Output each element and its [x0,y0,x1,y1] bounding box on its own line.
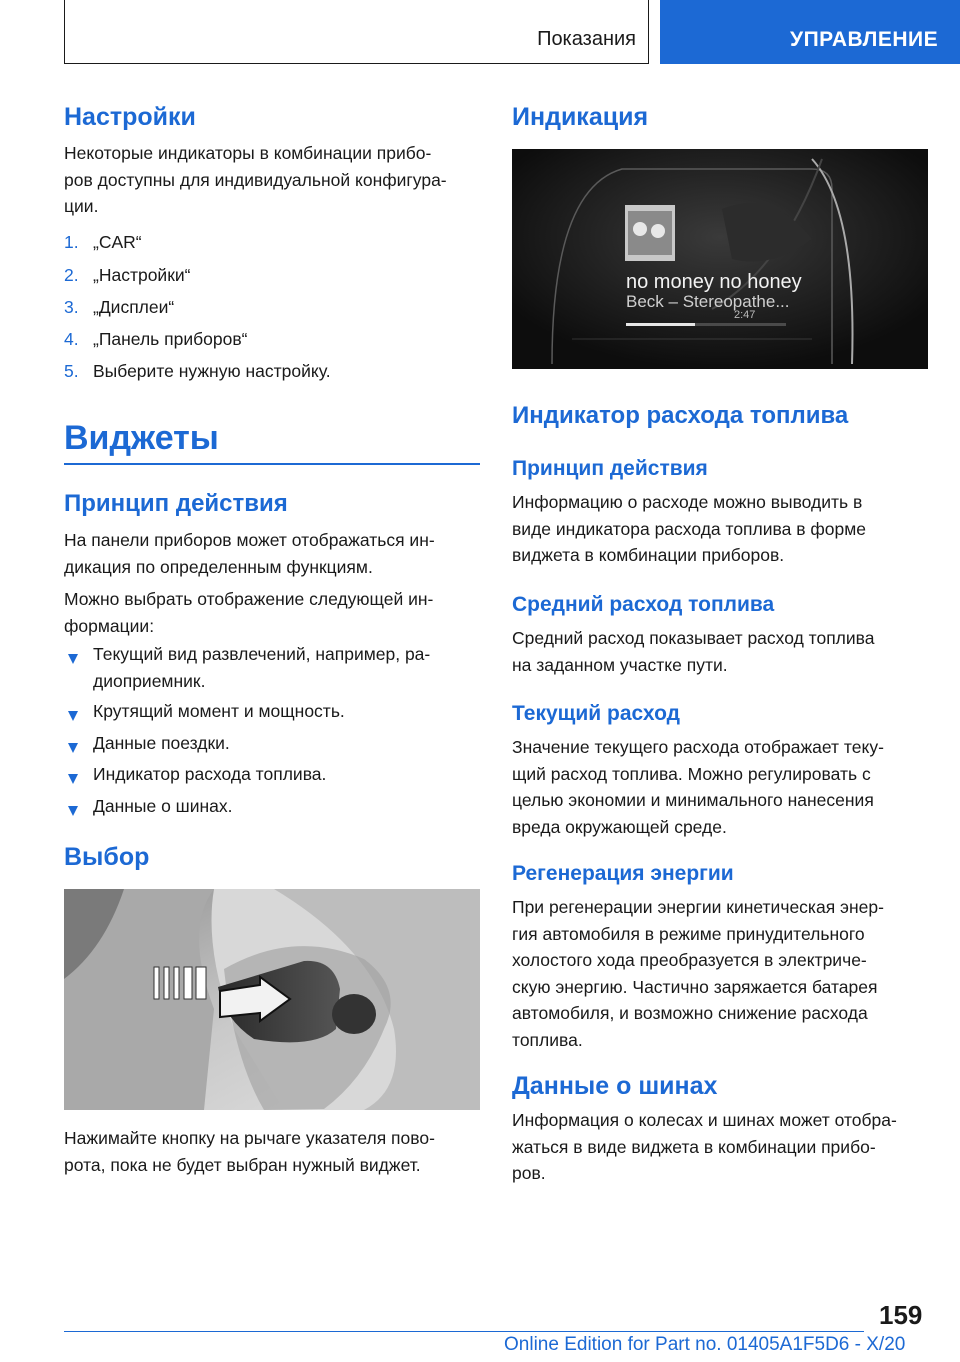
bullet-item: Данные поездки. [93,733,230,753]
fuel-principle-heading: Принцип действия [512,457,708,480]
footer-divider [64,1331,864,1332]
line: При регенерации энергии кинетическая энер- [512,897,884,917]
bullet-item: Крутящий момент и мощность. [93,701,345,721]
playback-progress-bar [626,323,786,326]
line: топлива. [512,1029,583,1050]
settings-heading: Настройки [64,103,196,131]
line: На панели приборов может отображаться ин- [64,530,435,550]
principle-heading: Принцип действия [64,490,288,517]
line: формации: [64,615,155,636]
line: виде индикатора расхода топлива в форме [512,518,866,539]
current-consumption-heading: Текущий расход [512,702,680,725]
line: ров доступны для индивидуальной конфигура- [64,169,447,190]
current-consumption-paragraph [512,734,928,840]
select-heading: Выбор [64,843,150,871]
line: Текущий вид развлечений, например, ра- [93,644,431,664]
cluster-display-photo [512,149,928,369]
triangle-bullet-icon [68,774,78,784]
line: Некоторые индикаторы в комбинации прибо- [64,143,432,163]
line: автомобиля, и возможно снижение расхода [512,1003,868,1023]
fuel-principle-paragraph [512,489,928,569]
line: Информацию о расходе можно выводить в [512,492,863,512]
line: холостого хода преобразуется в электриче- [512,950,867,970]
bullet-item: Индикатор расхода топлива. [93,764,327,784]
bullet-item [93,641,483,694]
principle-paragraph [64,527,480,580]
chapter-tab-label: УПРАВЛЕНИЕ [790,28,939,51]
chapter-tab[interactable] [660,0,960,64]
triangle-bullet-icon [68,806,78,816]
widgets-heading: Виджеты [64,419,219,457]
line: Информация о колесах и шинах может отобра- [512,1110,897,1130]
section-tab-label: Показания [537,28,636,50]
step-number: 2. [64,265,79,285]
turn-signal-lever-photo [64,889,480,1110]
line: ров. [512,1163,546,1183]
step-number: 3. [64,297,79,317]
line: вреда окружающей среде. [512,816,727,837]
step-text: Выберите нужную настройку. [93,361,331,381]
fuel-indicator-heading: Индикатор расхода топлива [512,402,849,429]
playback-progress-fill [626,323,695,326]
line: Средний расход показывает расход топлива [512,628,875,648]
triangle-bullet-icon [68,711,78,721]
section-divider [64,463,480,465]
avg-consumption-heading: Средний расход топлива [512,593,775,616]
bullet-item: Данные о шинах. [93,796,233,816]
line: виджета в комбинации приборов. [512,545,785,565]
page-number: 159 [879,1300,923,1330]
regeneration-heading: Регенерация энергии [512,862,734,885]
tire-data-paragraph [512,1107,928,1187]
step-number: 5. [64,361,79,381]
line: щий расход топлива. Можно регулировать с [512,763,871,784]
step-text: „CAR“ [93,232,142,252]
triangle-bullet-icon [68,654,78,664]
tire-data-heading: Данные о шинах [512,1072,718,1100]
settings-paragraph [64,140,480,220]
section-tab[interactable] [64,0,649,64]
line: рота, пока не будет выбран нужный виджет. [64,1154,421,1175]
line: ции. [64,196,99,216]
step-text: „Дисплеи“ [93,297,175,317]
playback-time: 2:47 [734,309,756,321]
line: жаться в виде виджета в комбинации прибо- [512,1136,876,1157]
line: скую энергию. Частично заряжается батарея [512,976,878,997]
line: на заданном участке пути. [512,654,728,675]
edition-footer: Online Edition for Part no. 01405A1F5D6 - X/20 [504,1334,906,1355]
regeneration-paragraph [512,894,928,1053]
step-number: 4. [64,329,79,349]
select-caption [64,1125,480,1178]
step-number: 1. [64,232,79,252]
line: гия автомобиля в режиме принудительного [512,923,865,944]
line: целью экономии и минимального нанесения [512,790,874,810]
line: Нажимайте кнопку на рычаге указателя пово- [64,1128,435,1148]
choose-paragraph [64,586,480,639]
line: Можно выбрать отображение следующей ин- [64,589,434,609]
step-text: „Панель приборов“ [93,329,248,349]
line: дикация по определенным функциям. [64,556,373,577]
line: диоприемник. [93,670,206,691]
now-playing-song: no money no honey [626,271,802,293]
line: Значение текущего расхода отображает теку- [512,737,884,757]
triangle-bullet-icon [68,743,78,753]
now-playing-artist: Beck – Stereopathe... [626,292,790,311]
avg-consumption-paragraph [512,625,928,678]
display-heading: Индикация [512,103,649,131]
step-text: „Настройки“ [93,265,191,285]
